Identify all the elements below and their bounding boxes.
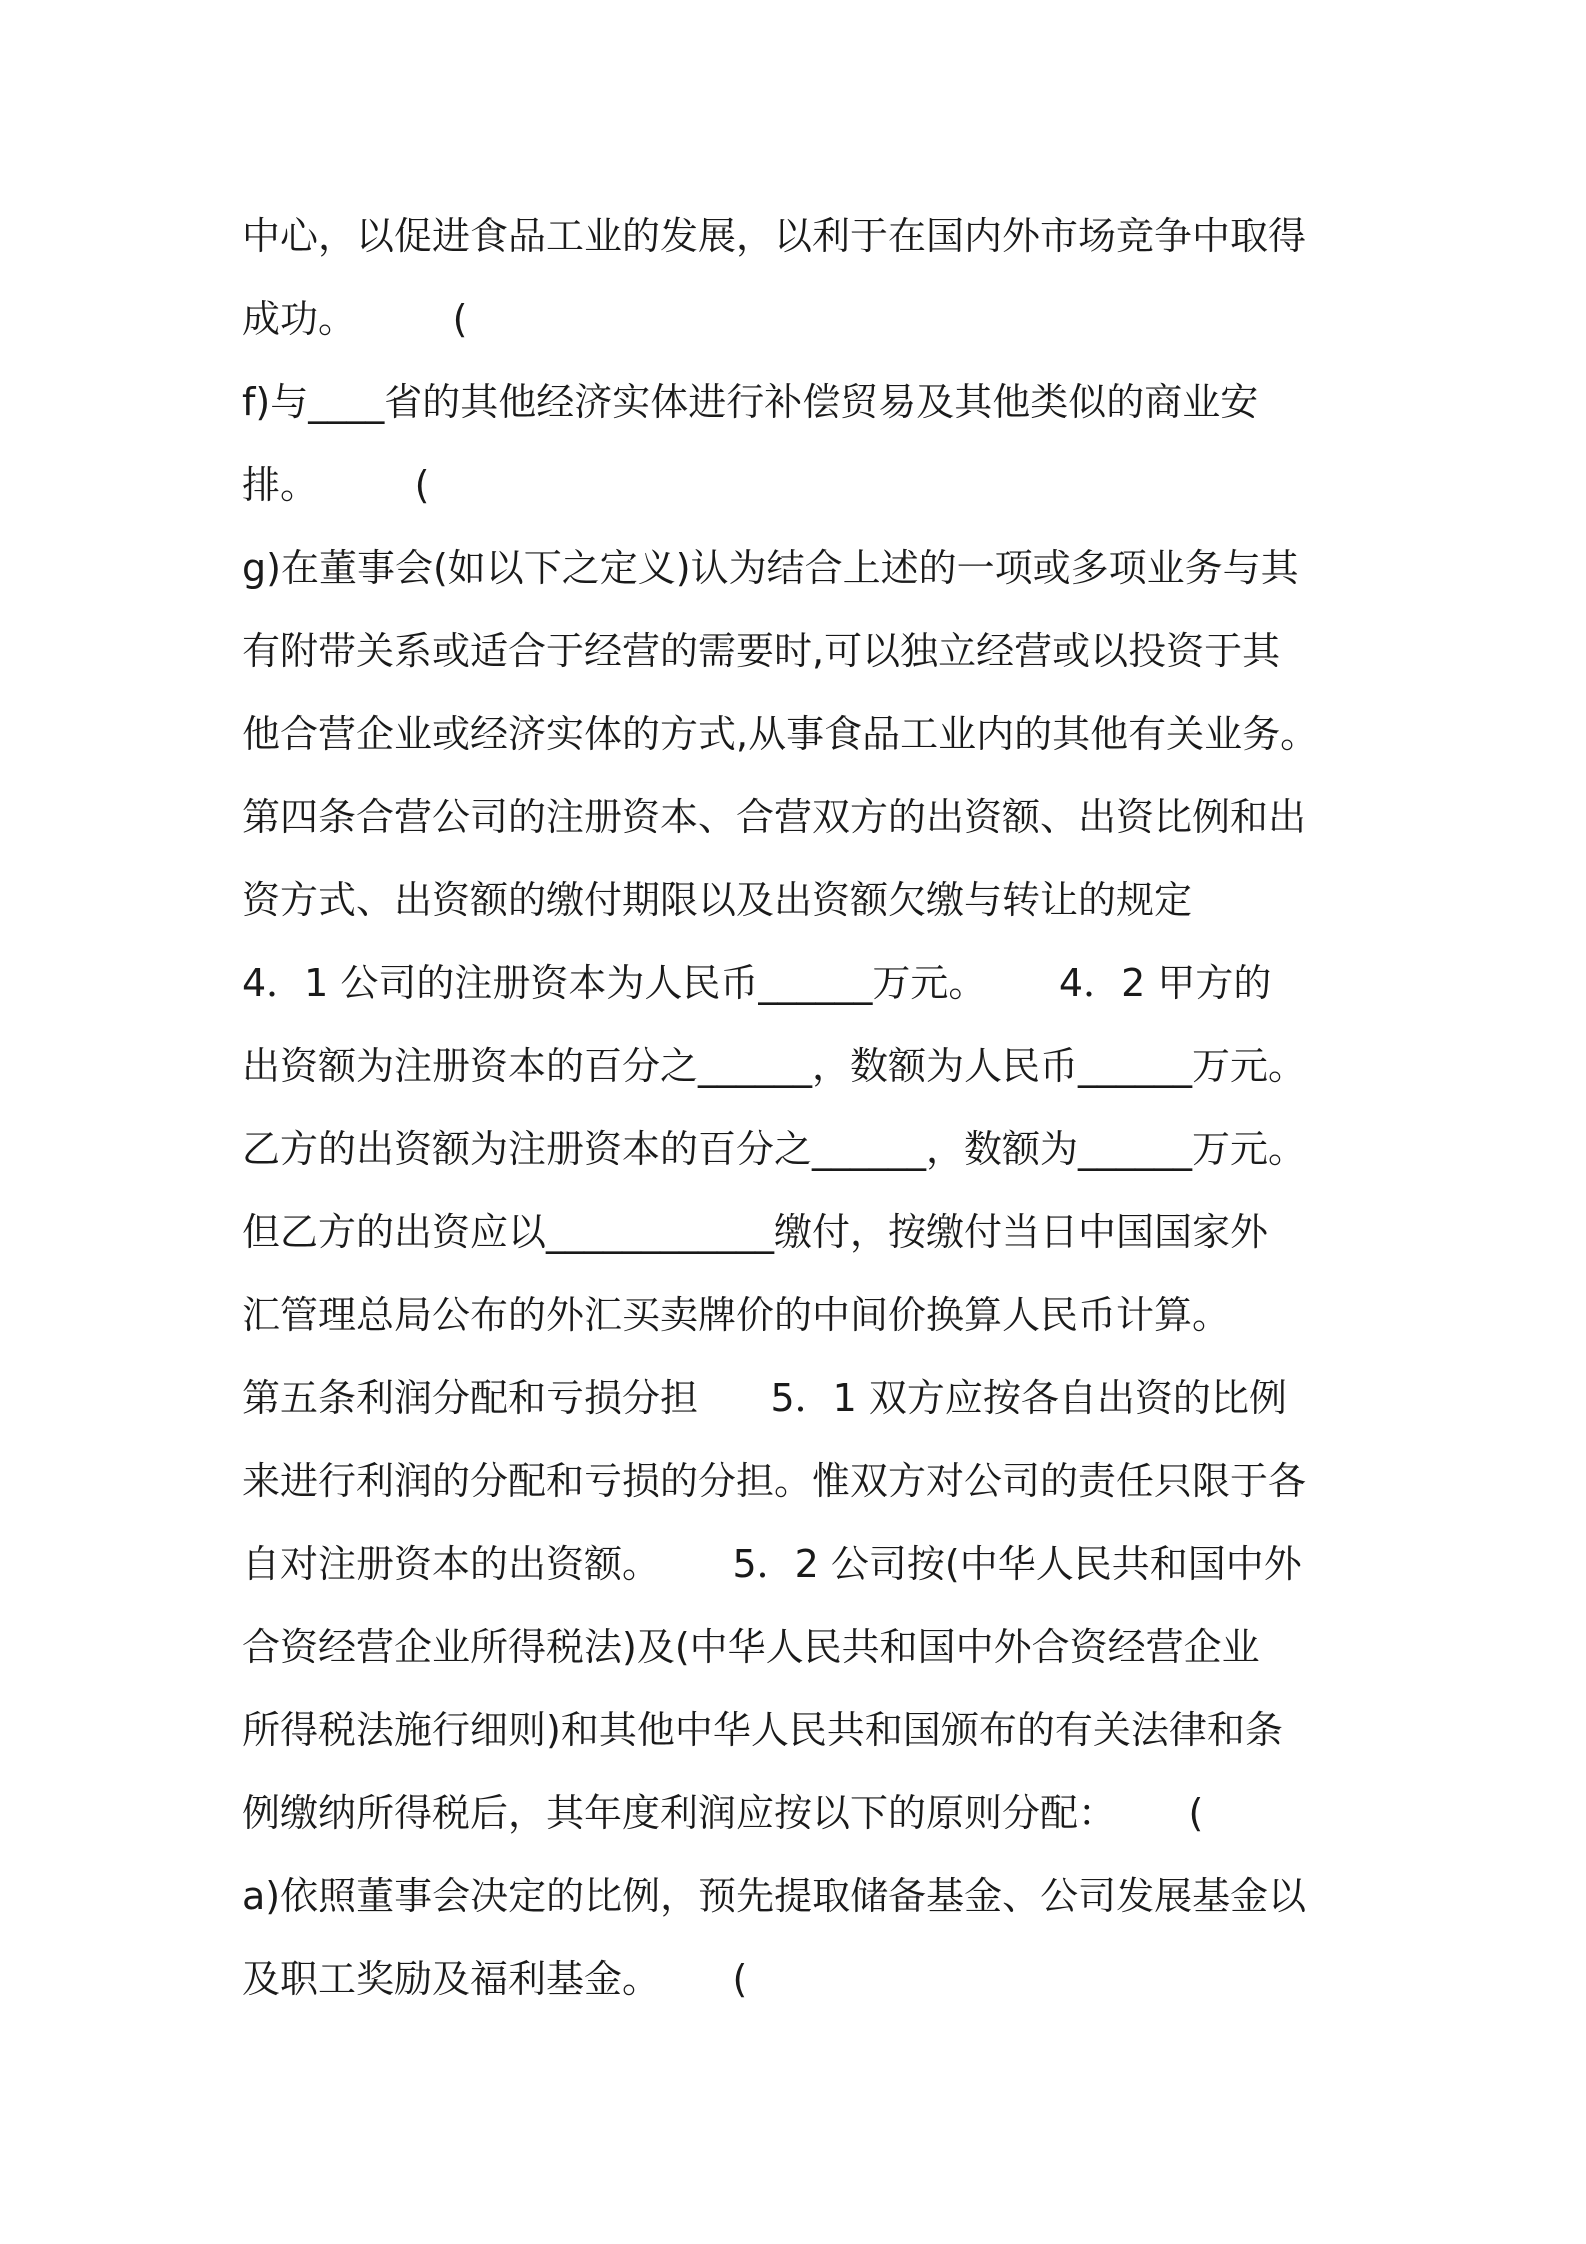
text-line: 汇管理总局公布的外汇买卖牌价的中间价换算人民币计算。 bbox=[242, 1293, 1231, 1337]
text-line: 合资经营企业所得税法)及(中华人民共和国中外合资经营企业 bbox=[242, 1625, 1260, 1669]
article-heading-line: 第五条利润分配和亏损分担 5．1 双方应按各自出资的比例 bbox=[242, 1376, 1287, 1420]
text-line: 有附带关系或适合于经营的需要时,可以独立经营或以投资于其 bbox=[242, 629, 1281, 673]
document-body bbox=[242, 195, 1372, 2021]
text-line: 来进行利润的分配和亏损的分担。惟双方对公司的责任只限于各 bbox=[242, 1459, 1307, 1503]
text-line: 但乙方的出资应以____________缴付，按缴付当日中国国家外 bbox=[242, 1210, 1269, 1254]
text-line: 所得税法施行细则)和其他中华人民共和国颁布的有关法律和条 bbox=[242, 1708, 1283, 1752]
text-line: 资方式、出资额的缴付期限以及出资额欠缴与转让的规定 bbox=[242, 878, 1193, 922]
text-line: 出资额为注册资本的百分之______，数额为人民币______万元。 bbox=[242, 1044, 1307, 1088]
text-line: 及职工奖励及福利基金。 ( bbox=[242, 1957, 748, 2001]
text-line: g)在董事会(如以下之定义)认为结合上述的一项或多项业务与其 bbox=[242, 546, 1299, 590]
text-line: 乙方的出资额为注册资本的百分之______，数额为______万元。 bbox=[242, 1127, 1307, 1171]
text-line: 他合营企业或经济实体的方式,从事食品工业内的其他有关业务。 bbox=[242, 712, 1319, 756]
text-line: 排。 ( bbox=[242, 463, 430, 507]
clause-line: 自对注册资本的出资额。 5．2 公司按(中华人民共和国中外 bbox=[242, 1542, 1302, 1586]
text-line: 成功。 ( bbox=[242, 297, 468, 341]
article-heading-line: 第四条合营公司的注册资本、合营双方的出资额、出资比例和出 bbox=[242, 795, 1307, 839]
clause-line: 4．1 公司的注册资本为人民币______万元。 4．2 甲方的 bbox=[242, 961, 1272, 1005]
text-line: 例缴纳所得税后，其年度利润应按以下的原则分配： ( bbox=[242, 1791, 1204, 1835]
text-line: a)依照董事会决定的比例，预先提取储备基金、公司发展基金以 bbox=[242, 1874, 1307, 1918]
text-line: 中心，以促进食品工业的发展，以利于在国内外市场竞争中取得 bbox=[242, 214, 1307, 258]
text-line: f)与____省的其他经济实体进行补偿贸易及其他类似的商业安 bbox=[242, 380, 1259, 424]
